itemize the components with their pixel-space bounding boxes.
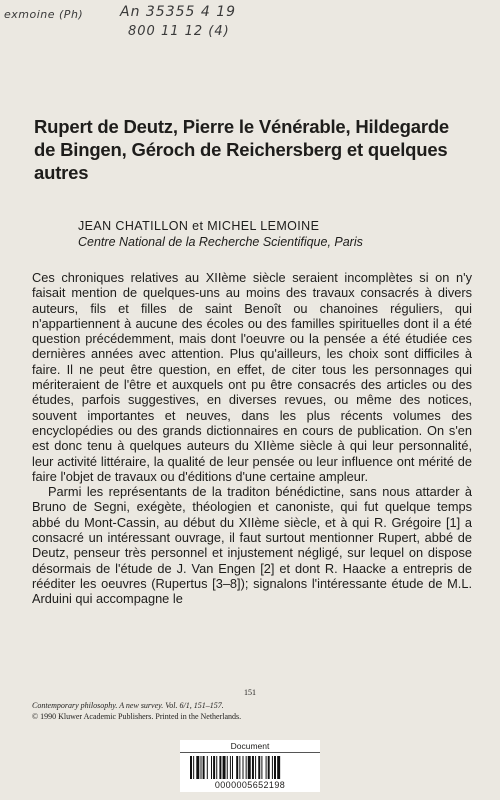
author-names: JEAN CHATILLON et MICHEL LEMOINE [78,219,320,233]
handwritten-call-number: An 35355 4 19 [120,4,237,20]
handwritten-shelf-number: 800 11 12 (4) [128,24,230,39]
article-body [32,270,472,607]
footer-journal: Contemporary philosophy. A new survey. Vol. 6/1, 151–157. [32,701,224,710]
author-block [78,218,458,250]
page-number: 151 [244,688,256,697]
barcode-icon [190,756,310,779]
author-affiliation: Centre National de la Recherche Scientifique, Paris [78,235,363,249]
body-paragraph: Ces chroniques relatives au XIIème siècle seraient incomplètes si on n'y faisait mention de quelques-uns au moins des travaux consacrés à divers auteurs, fils et filles de saint Benoît ou chanoines réguliers, qui n'appartiennent à aucune des écoles ou des familles spirituelles dont il a été question précédemment, mais dont l'oeuvre ou la pensée a été étudiée ces dernières années avec attention. Plus qu'ailleurs, les choix sont difficiles à faire. Il ne peut être question, en effet, de citer tous les personnages qui mériteraient de l'être et auxquels ont pu être consacrés des articles ou des études, parfois suggestives, en diverses revues, ou même des notices, souvent importantes et neuves, dans les plus récents volumes des encyclopédies ou des grands dictionnaires en cours de publication. On s'en est donc tenu à quelques auteurs du XIIème siècle à qui leur personnalité, leur activité littéraire, la qualité de leur pensée ou leur influence ont mérité de faire l'objet de travaux ou d'éditions d'une certaine ampleur. [32,270,472,484]
barcode-number: 0000005652198 [214,780,286,790]
footer-copyright: © 1990 Kluwer Academic Publishers. Printed in the Netherlands. [32,712,242,721]
body-paragraph: Parmi les représentants de la traditon bénédictine, sans nous attarder à Bruno de Segni, exégète, théologien et canoniste, qui fut quelque temps abbé du Mont-Cassin, au début du XIIème siècle, et à qui R. Grégoire [1] a consacré un intéressant ouvrage, il faut surtout mentionner Rupert, abbé de Deutz, penseur très personnel et injustement négligé, sur lequel on dispose désormais de l'étude de J. Van Engen [2] et dont R. Haacke a entrepris de rééditer les oeuvres (Rupertus [3–8]); signalons l'intéressante étude de M.L. Arduini qui accompagne le [32,484,472,607]
article-title: Rupert de Deutz, Pierre le Vénérable, Hildegarde de Bingen, Géroch de Reichersberg et quelques autres [34,116,450,183]
footer-citation [32,700,472,722]
document-barcode-label [180,740,320,792]
document-label-text: Document [180,741,320,753]
handwritten-note-left: exmoine (Ph) [4,8,84,21]
